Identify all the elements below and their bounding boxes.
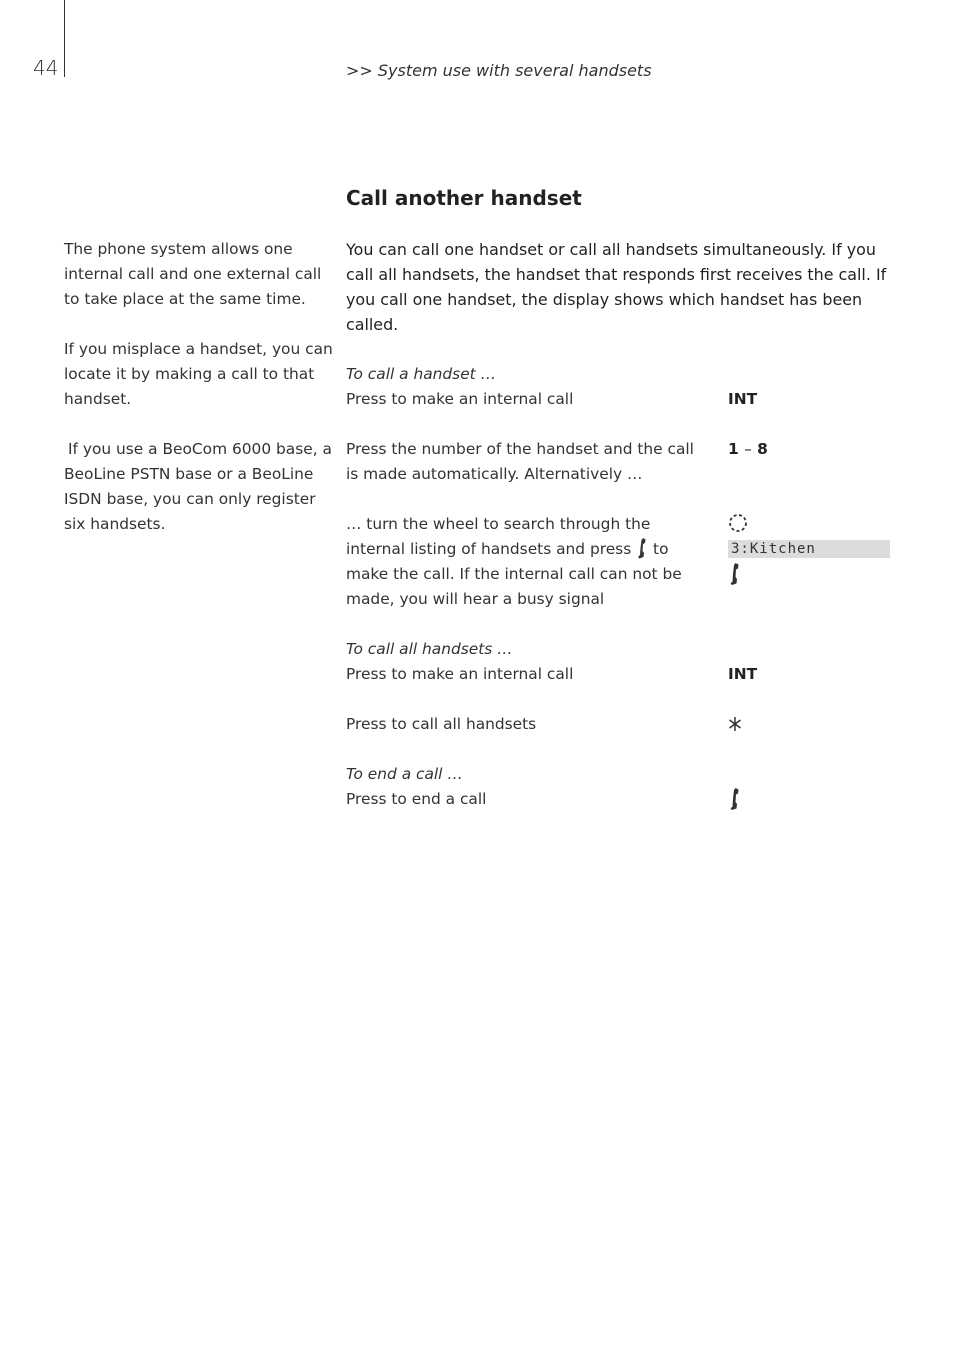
intro-paragraph: You can call one handset or call all handsets simultaneously. If you call all handsets, the handset that responds first receives the call. If you call one handset, the display shows which handset has been called. (346, 240, 887, 334)
page-number: 44 (33, 56, 59, 80)
key-first: 1 (728, 440, 739, 458)
instruction-text: Press to call all handsets (346, 715, 537, 733)
handset-icon (729, 787, 741, 811)
instruction-text: Press the number of the handset and the call is made automatically. Alternatively … (346, 440, 694, 483)
key-last: 8 (757, 440, 768, 458)
key-range-dash: – (744, 440, 752, 458)
wheel-icon (728, 512, 748, 534)
subheading-call-all: To call all handsets … (346, 640, 513, 658)
handset-icon (637, 537, 647, 559)
instruction-text: Press to make an internal call (346, 390, 574, 408)
margin-rule (64, 0, 65, 77)
star-icon (728, 716, 742, 732)
subheading-end-call: To end a call … (346, 765, 463, 783)
sidebar-note: If you misplace a handset, you can locate it by making a call to that handset. (64, 340, 333, 408)
int-key: INT (728, 665, 758, 683)
handset-icon (729, 562, 741, 586)
running-title: >> System use with several handsets (346, 61, 652, 80)
subheading-call-handset: To call a handset … (346, 365, 496, 383)
int-key: INT (728, 390, 758, 408)
instruction-text-part: … turn the wheel to search through the internal listing of handsets and press (346, 515, 651, 558)
section-title: Call another handset (346, 186, 582, 210)
sidebar-note: The phone system allows one internal call and one external call to take place at the same time. (64, 240, 322, 308)
instruction-text (346, 512, 714, 612)
display-readout: 3:Kitchen (728, 540, 890, 558)
number-keys (728, 437, 768, 462)
instruction-text: Press to end a call (346, 790, 487, 808)
sidebar-notes (64, 237, 334, 562)
sidebar-note: If you use a BeoCom 6000 base, a BeoLine PSTN base or a BeoLine ISDN base, you can only register six handsets. (64, 440, 332, 533)
instruction-text-part: to make the call. If the internal call can not be made, you will hear a busy signal (346, 540, 682, 608)
instruction-text: Press to make an internal call (346, 665, 574, 683)
